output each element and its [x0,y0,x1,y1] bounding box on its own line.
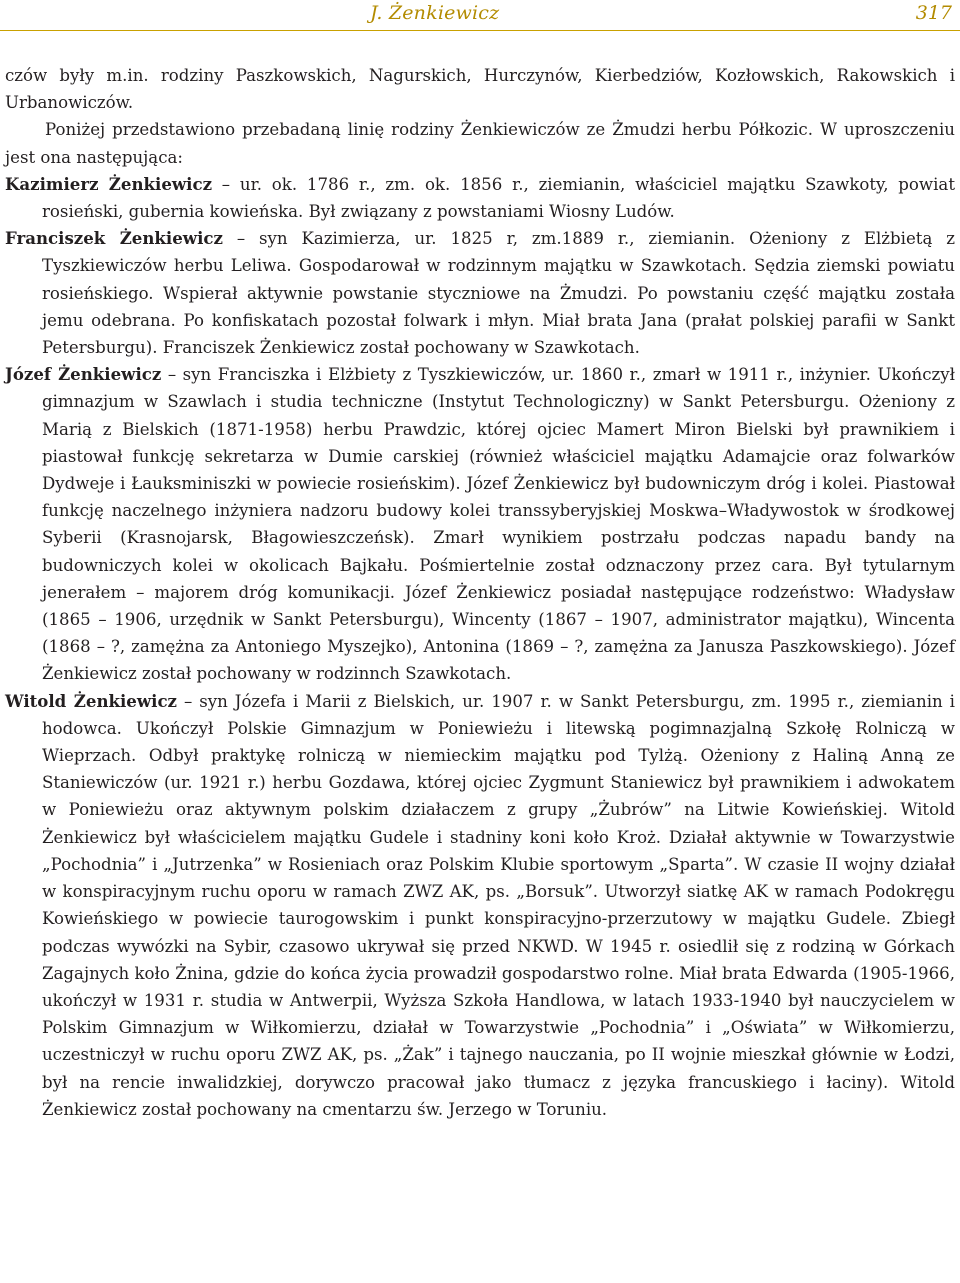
body-paragraph: czów były m.in. rodziny Paszkowskich, Nagurskich, Hurczynów, Kierbedziów, Kozłowskich, Rakowskich i Urbanowiczów. [5,66,955,113]
genealogy-entry-jozef [5,361,955,687]
article-body [5,62,955,1123]
body-paragraph: Poniżej przedstawiono przebadaną linię rodziny Żenkiewiczów ze Żmudzi herbu Półkozic. W uproszczeniu jest ona następująca: [5,120,955,167]
entry-text: – syn Franciszka i Elżbiety z Tyszkiewiczów, ur. 1860 r., zmarł w 1911 r., inżynier. Ukończył gimnazjum w Szawlach i studia techniczne (Instytut Technologiczny) w Sankt Petersburgu. Ożeniony z Marią z Bielskich (1871-1958) herbu Prawdzic, której ojciec Mamert Miron Bielski był prawnikiem i piastował funkcję sekretarza w Dumie carskiej (również właściciel majątku Adamajcie oraz folwarków Dydweje i Łauksminiszki w powiecie rosieńskim). Józef Żenkiewicz był budowniczym dróg i kolei. Piastował funkcję naczelnego inżyniera nadzoru budowy kolei transsyberyjskiej Moskwa–Władywostok w środkowej Syberii (Krasnojarsk, Błagowieszczeńsk). Zmarł wynikiem postrzału podczas napadu bandy na budowniczych kolei w okolicach Bajkału. Pośmiertelnie został odznaczony przez cara. Był tytularnym jenerałem – majorem dróg komunikacji. Józef Żenkiewicz posiadał następujące rodzeństwo: Władysław (1865 – 1906, urzędnik w Sankt Petersburgu), Wincenty (1867 – 1907, administrator majątku), Wincenta (1868 – ?, zamężna za Antoniego Myszejko), Antonina (1869 – ?, zamężna za Janusza Paszkowskiego). Józef Żenkiewicz został pochowany w rodzinnch Szawkotach. [42,365,955,684]
person-name: Kazimierz Żenkiewicz [5,173,212,194]
genealogy-entry-witold [5,688,955,1123]
person-name: Józef Żenkiewicz [5,364,162,385]
running-header [0,0,960,31]
page-number: 317 [915,2,952,24]
entry-text: – ur. ok. 1786 r., zm. ok. 1856 r., ziemianin, właściciel majątku Szawkoty, powiat rosieński, gubernia kowieńska. Był związany z powstaniami Wiosny Ludów. [42,174,955,222]
entry-text: – syn Kazimierza, ur. 1825 r, zm.1889 r., ziemianin. Ożeniony z Elżbietą z Tyszkiewiczów herbu Leliwa. Gospodarował w rodzinnym majątku w Szawkotach. Sędzia ziemski powiatu rosieńskiego. Wspierał aktywnie powstanie styczniowe na Żmudzi. Po powstaniu część majątku została jemu odebrana. Po konfiskatach pozostał folwark i młyn. Miał brata Jana (prałat polskiej parafii w Sankt Petersburgu). Franciszek Żenkiewicz został pochowany w Szawkotach. [42,229,955,358]
genealogy-entry-kazimierz [5,171,955,225]
running-header-author: J. Żenkiewicz [370,2,500,24]
person-name: Franciszek Żenkiewicz [5,228,223,249]
genealogy-entry-franciszek [5,225,955,361]
person-name: Witold Żenkiewicz [5,690,177,711]
entry-text: – syn Józefa i Marii z Bielskich, ur. 1907 r. w Sankt Petersburgu, zm. 1995 r., ziemianin i hodowca. Ukończył Polskie Gimnazjum w Poniewieżu i litewską pogimnazjalną Szkołę Rolniczą w Wieprzach. Odbył praktykę rolniczą w niemieckim majątku pod Tylżą. Ożeniony z Haliną Anną ze Staniewiczów (ur. 1921 r.) herbu Gozdawa, której ojciec Zygmunt Staniewicz był prawnikiem i adwokatem w Poniewieżu oraz aktywnym polskim działaczem z grupy „Żubrów” na Litwie Kowieńskiej. Witold Żenkiewicz był właścicielem majątku Gudele i stadniny koni koło Kroż. Działał aktywnie w Towarzystwie „Pochodnia” i „Jutrzenka” w Rosieniach oraz Polskim Klubie sportowym „Sparta”. W czasie II wojny działał w konspiracyjnym ruchu oporu w ramach ZWZ AK, ps. „Borsuk”. Utworzył siatkę AK w ramach Podokręgu Kowieńskiego w powiecie taurogowskim i punkt konspiracyjno-przerzutowy w majątku Gudele. Zbiegł podczas wywózki na Sybir, czasowo ukrywał się przed NKWD. W 1945 r. osiedlił się z rodziną w Górkach Zagajnych koło Żnina, gdzie do końca życia prowadził gospodarstwo rolne. Miał brata Edwarda (1905-1966, ukończył w 1931 r. studia w Antwerpii, Wyższa Szkoła Handlowa, w latach 1933-1940 był nauczycielem w Polskim Gimnazjum w Wiłkomierzu, działał w Towarzystwie „Pochodnia” i „Oświata” w Wiłkomierzu, uczestniczył w ruchu oporu ZWZ AK, ps. „Żak” i tajnego nauczania, po II wojnie mieszkał głównie w Łodzi, był na rencie inwalidzkiej, dorywczo pracował jako tłumacz z języka francuskiego i łaciny). Witold Żenkiewicz został pochowany na cmentarzu św. Jerzego w Toruniu. [42,691,955,1119]
